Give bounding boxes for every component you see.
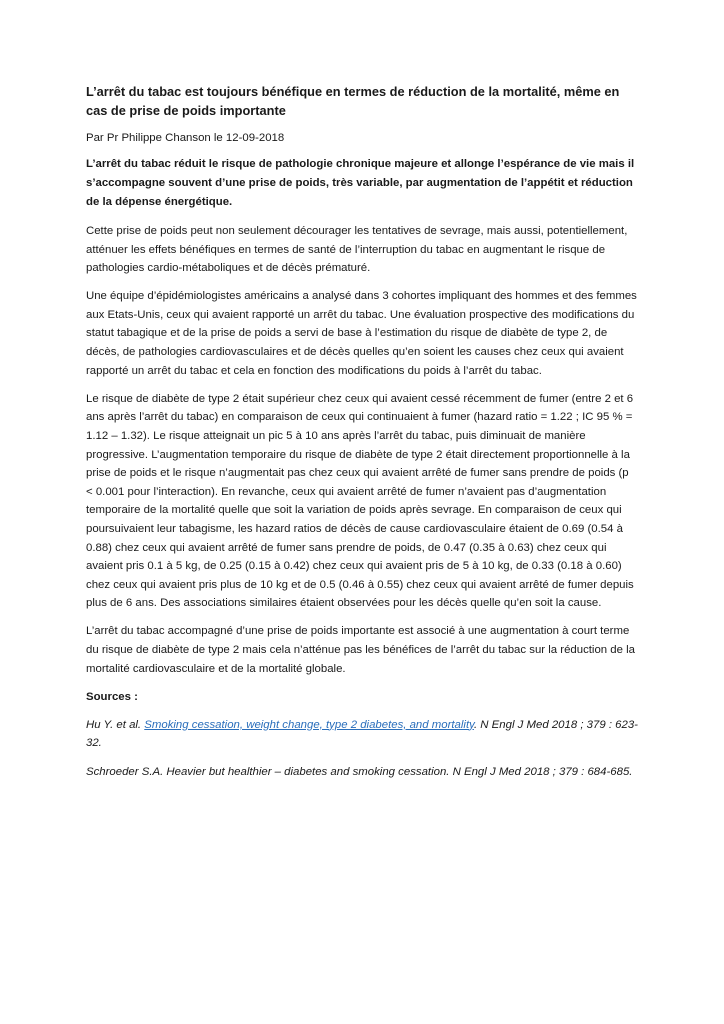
paragraph-conclusion: L’arrêt du tabac accompagné d’une prise de poids importante est associé à une augmentation à court terme du risque de diabète de type 2 mais cela n’atténue pas les bénéfices de l’arrêt du tabac sur la réduction de la mortalité cardiovasculaire et de la mortalité globale. (86, 625, 635, 675)
article-lead: L’arrêt du tabac réduit le risque de pathologie chronique majeure et allonge l’espérance de vie mais il s’accompagne souvent d’une prise de poids, très variable, par augmentation de l’appétit et réduction de la dépense énergétique. (86, 158, 635, 208)
reference-schroeder: Schroeder S.A. Heavier but healthier – diabetes and smoking cessation. N Engl J Med 2018 ; 379 : 684-685. (86, 765, 633, 778)
paragraph-study-design: Une équipe d’épidémiologistes américains a analysé dans 3 cohortes impliquant des hommes et des femmes aux Etats-Unis, ceux qui avaient rapporté un arrêt du tabac. Une évaluation prospective des modifications du statut tabagique et de la prise de poids a servi de base à l’estimation du risque de diabète de type 2, de décès, de pathologies cardiovasculaires et de décès quelles qu’en soient les causes chez ceux qui avaient rapporté un arrêt du tabac et cela en fonction des modifications du poids à l’arrêt du tabac. (86, 290, 637, 377)
reference-hu-link[interactable]: Smoking cessation, weight change, type 2 diabetes, and mortality (144, 718, 474, 731)
reference-hu-citation: . N Engl J Med 2018 ; 379 : 623-32. (86, 718, 638, 750)
reference-hu-authors: Hu Y. et al. (86, 718, 142, 731)
paragraph-results: Le risque de diabète de type 2 était supérieur chez ceux qui avaient cessé récemment de fumer (entre 2 et 6 ans après l’arrêt du tabac) en comparaison de ceux qui continuaient à fumer (hazard ratio = 1.22 ; IC 95 % = 1.12 – 1.32). Le risque atteignait un pic 5 à 10 ans après l’arrêt du tabac, puis diminuait de manière progressive. L’augmentation temporaire du risque de diabète de type 2 était directement proportionnelle à la prise de poids et le risque n’augmentait pas chez ceux qui avaient arrêté de fumer sans prendre de poids (p < 0.001 pour l’interaction). En revanche, ceux qui avaient arrêté de fumer n’avaient pas d’augmentation temporaire de la mortalité quelle que soit la variation de poids après sevrage. En comparaison de ceux qui poursuivaient leur tabagisme, les hazard ratios de décès de cause cardiovasculaire étaient de 0.69 (0.54 à 0.88) chez ceux qui avaient arrêté de fumer sans prendre de poids, de 0.47 (0.35 à 0.63) chez ceux qui avaient pris 0.1 à 5 kg, de 0.25 (0.15 à 0.42) chez ceux qui avaient pris de 5 à 10 kg, de 0.33 (0.18 à 0.60) chez ceux qui avaient pris plus de 10 kg et de 0.5 (0.46 à 0.55) chez ceux qui avaient arrêté de fumer depuis plus de 6 ans. Des associations similaires étaient observées pour les décès quelle qu’en soit la cause. (86, 392, 634, 610)
reference-hu (86, 716, 638, 753)
article-title: L’arrêt du tabac est toujours bénéfique en termes de réduction de la mortalité, même en cas de prise de poids importante (86, 84, 620, 118)
article-byline: Par Pr Philippe Chanson le 12-09-2018 (86, 132, 285, 144)
document-page (86, 82, 638, 791)
paragraph-weight-gain: Cette prise de poids peut non seulement décourager les tentatives de sevrage, mais aussi, potentiellement, atténuer les effets bénéfiques en termes de santé de l’interruption du tabac en augmentant le risque de pathologies cardio-métaboliques et de décès prématuré. (86, 225, 628, 275)
sources-heading: Sources : (86, 690, 138, 703)
